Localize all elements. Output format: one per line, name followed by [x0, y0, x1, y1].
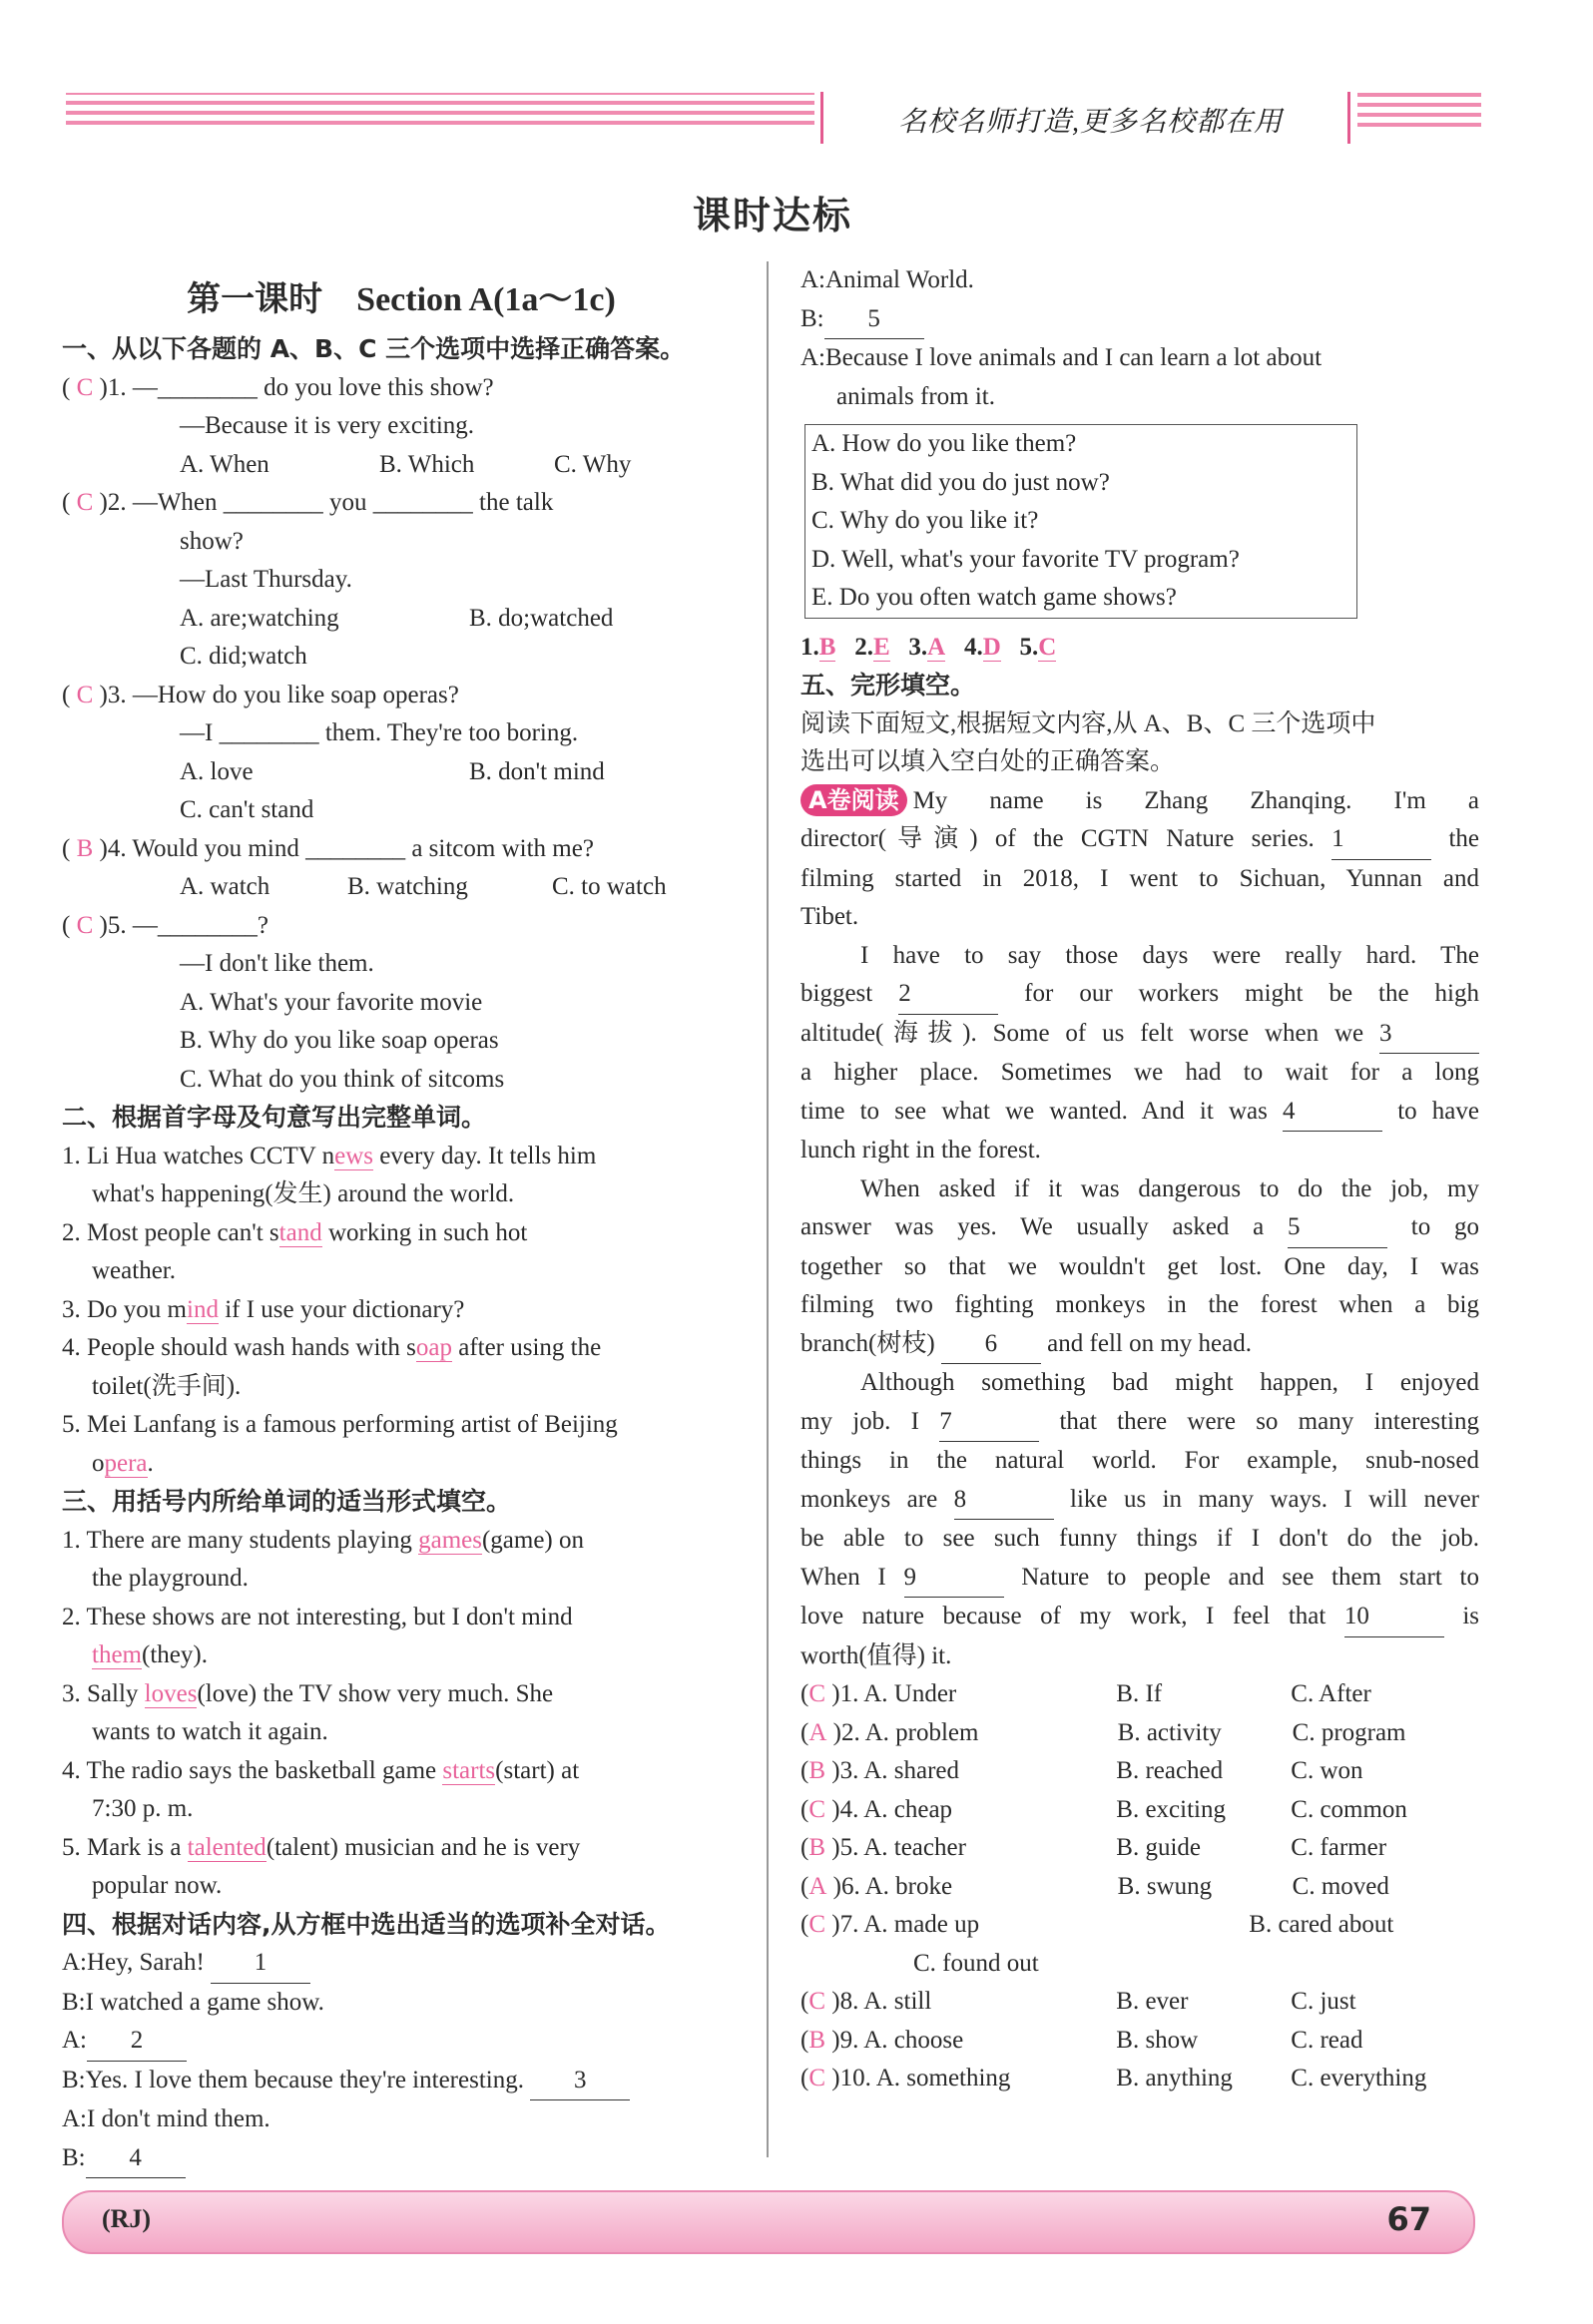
dialog-line-6: B: 4: [62, 2139, 741, 2179]
form-item-2-cont: them(they).: [92, 1641, 208, 1668]
dialog-line-2: B:I watched a game show.: [62, 1988, 324, 2016]
form-item-5-cont: popular now.: [92, 1872, 223, 1899]
word-item-3: 3. Do you mind if I use your dictionary?: [62, 1295, 465, 1323]
word-item-1-cont: what's happening(发生) around the world.: [92, 1180, 515, 1207]
question-4: ( B )4. Would you mind ________ a sitcom with me?: [62, 834, 594, 862]
dialog-line-1: A:Hey, Sarah! 1: [62, 1944, 741, 1984]
passage-line: be able to see such funny things if I don't do the job.: [800, 1525, 1479, 1552]
cloze-choice-4: ( C )4. A. cheap B. exciting C. common: [800, 1795, 1407, 1823]
form-item-2: 2. These shows are not interesting, but I don't mind: [62, 1603, 573, 1630]
section-4-heading: 四、根据对话内容,从方框中选出适当的选项补全对话。: [62, 1909, 671, 1939]
question-2: ( C )2. —When ________ you ________ the talk: [62, 489, 554, 516]
reading-badge: A卷阅读: [800, 784, 907, 816]
form-item-5: 5. Mark is a talented(talent) musician and he is very: [62, 1833, 581, 1861]
cloze-choice-3: ( B )3. A. shared B. reached C. won: [800, 1757, 1363, 1784]
form-item-3-cont: wants to watch it again.: [92, 1718, 328, 1745]
form-item-1: 1. There are many students playing games(game) on: [62, 1526, 585, 1554]
dialog-answers: 1.B 2.E 3.A 4.D 5.C: [800, 633, 1057, 661]
cloze-choice-10: ( C )10. A. something B. anything C. everything: [800, 2065, 1427, 2092]
passage-line: filming two fighting monkeys in the forest when a big: [800, 1291, 1479, 1318]
section-5-heading: 五、完形填空。: [800, 671, 976, 699]
passage-line: A卷阅读 My name is Zhang Zhanqing. I'm a: [800, 782, 1479, 821]
dialog-line-7: A:Animal World.: [800, 266, 974, 293]
passage-line: monkeys are 8 like us in many ways. I will never: [800, 1481, 1479, 1521]
cloze-choice-2: ( A )2. A. problem B. activity C. program: [800, 1718, 1406, 1746]
header-decoration-right: [1357, 93, 1481, 133]
passage-line: When I 9 Nature to people and see them start to: [800, 1559, 1479, 1599]
page-title: 课时达标: [692, 196, 852, 237]
question-5-option-c: C. What do you think of sitcoms: [180, 1065, 505, 1093]
section-5-intro-cont: 选出可以填入空白处的正确答案。: [800, 748, 1176, 775]
passage-line: love nature because of my work, I feel that 10 is: [800, 1598, 1479, 1637]
question-4-options: A. watch B. watching C. to watch: [180, 873, 667, 900]
question-2-line3: —Last Thursday.: [180, 566, 352, 593]
passage-line: branch(树枝) 6 and fell on my head.: [800, 1325, 1479, 1365]
passage-line: answer was yes. We usually asked a 5 to go: [800, 1208, 1479, 1248]
section-3-heading: 三、用括号内所给单词的适当形式填空。: [62, 1487, 512, 1516]
edition-label: (RJ): [102, 2204, 152, 2233]
passage-line: director(导演) of the CGTN Nature series. 1 the: [800, 820, 1479, 860]
question-5-option-a: A. What's your favorite movie: [180, 988, 483, 1016]
question-3-options: A. love B. don't mind: [180, 757, 605, 785]
header-slogan: 名校名师打造,更多名校都在用: [898, 107, 1284, 138]
passage-line: altitude(海拔). Some of us felt worse when we 3: [800, 1015, 1479, 1055]
question-3-option-c: C. can't stand: [180, 796, 314, 823]
lesson-title: 第一课时 Section A(1a～1c): [187, 281, 616, 318]
question-3-line2: —I ________ them. They're too boring.: [180, 719, 579, 746]
form-item-1-cont: the playground.: [92, 1565, 249, 1592]
passage-line: lunch right in the forest.: [800, 1137, 1041, 1163]
word-item-5-cont: opera.: [92, 1449, 154, 1477]
passage-line: When asked if it was dangerous to do the job, my: [860, 1174, 1479, 1202]
question-2-options: A. are;watching B. do;watched: [180, 604, 614, 632]
passage-line: Tibet.: [800, 903, 859, 930]
dialog-line-8: B: 5: [800, 300, 1479, 340]
word-item-1: 1. Li Hua watches CCTV news every day. It tells him: [62, 1142, 597, 1169]
question-5-option-b: B. Why do you like soap operas: [180, 1027, 499, 1054]
section-2-heading: 二、根据首字母及句意写出完整单词。: [62, 1103, 487, 1132]
header-divider-right: [1347, 92, 1350, 144]
dialog-line-3: A: 2: [62, 2022, 741, 2062]
word-item-4-cont: toilet(洗手间).: [92, 1372, 242, 1400]
question-3: ( C )3. —How do you like soap operas?: [62, 681, 459, 708]
passage-line: worth(值得) it.: [800, 1641, 952, 1669]
header-decoration: [66, 93, 814, 137]
box-option-d: D. Well, what's your favorite TV program?: [811, 545, 1240, 573]
passage-line: biggest 2 for our workers might be the high: [800, 975, 1479, 1015]
page-number: 67: [1386, 2200, 1431, 2238]
cloze-choice-6: ( A )6. A. broke B. swung C. moved: [800, 1872, 1389, 1900]
cloze-choice-5: ( B )5. A. teacher B. guide C. farmer: [800, 1834, 1387, 1861]
passage-line: a higher place. Sometimes we had to wait for a long: [800, 1059, 1479, 1086]
options-box: [804, 424, 1357, 619]
box-option-e: E. Do you often watch game shows?: [811, 584, 1177, 611]
passage-line: time to see what we wanted. And it was 4 to have: [800, 1093, 1479, 1133]
form-item-4: 4. The radio says the basketball game starts(start) at: [62, 1756, 580, 1784]
cloze-choice-1: ( C )1. A. Under B. If C. After: [800, 1680, 1371, 1707]
passage-line: things in the natural world. For example, snub-nosed: [800, 1447, 1479, 1474]
section-1-heading: 一、从以下各题的 A、B、C 三个选项中选择正确答案。: [62, 334, 686, 363]
dialog-line-5: A:I don't mind them.: [62, 2105, 270, 2132]
cloze-choice-9: ( B )9. A. choose B. show C. read: [800, 2026, 1363, 2054]
passage-line: my job. I 7 that there were so many interesting: [800, 1403, 1479, 1443]
box-option-c: C. Why do you like it?: [811, 507, 1039, 534]
right-column: [800, 261, 1479, 2098]
dialog-line-9-cont: animals from it.: [836, 382, 995, 410]
cloze-choice-8: ( C )8. A. still B. ever C. just: [800, 1988, 1356, 2015]
passage-line: I have to say those days were really hard. The: [860, 941, 1479, 969]
word-item-2: 2. Most people can't stand working in such hot: [62, 1218, 528, 1246]
question-1-line2: —Because it is very exciting.: [180, 412, 475, 439]
cloze-choice-7-c: C. found out: [913, 1949, 1039, 1977]
question-1: ( C )1. —________ do you love this show?: [62, 373, 494, 401]
cloze-choice-7: ( C )7. A. made up B. cared about: [800, 1911, 1394, 1938]
word-item-5: 5. Mei Lanfang is a famous performing artist of Beijing: [62, 1411, 618, 1438]
passage-line: Although something bad might happen, I enjoyed: [860, 1369, 1479, 1396]
column-divider: [767, 261, 769, 2157]
passage-line: filming started in 2018, I went to Sichuan, Yunnan and: [800, 864, 1479, 892]
passage-line: together so that we wouldn't get lost. One day, I was: [800, 1252, 1479, 1280]
page-footer: [62, 2190, 1475, 2254]
question-2-option-c: C. did;watch: [180, 643, 307, 670]
form-item-3: 3. Sally loves(love) the TV show very much. She: [62, 1679, 554, 1707]
question-5: ( C )5. —________?: [62, 911, 268, 939]
left-column: [62, 267, 741, 2178]
box-option-b: B. What did you do just now?: [811, 468, 1110, 496]
header-divider: [820, 92, 823, 144]
box-option-a: A. How do you like them?: [811, 430, 1077, 457]
question-2-line2: show?: [180, 527, 244, 555]
form-item-4-cont: 7:30 p. m.: [92, 1795, 194, 1822]
question-1-options: A. When B. Which C. Why: [180, 450, 632, 478]
section-5-intro: 阅读下面短文,根据短文内容,从 A、B、C 三个选项中: [800, 709, 1376, 737]
dialog-line-9: A:Because I love animals and I can learn a lot about: [800, 344, 1323, 371]
word-item-2-cont: weather.: [92, 1257, 176, 1284]
dialog-line-4: B:Yes. I love them because they're interesting. 3: [62, 2062, 741, 2101]
question-5-line2: —I don't like them.: [180, 950, 374, 977]
word-item-4: 4. People should wash hands with soap after using the: [62, 1334, 602, 1361]
